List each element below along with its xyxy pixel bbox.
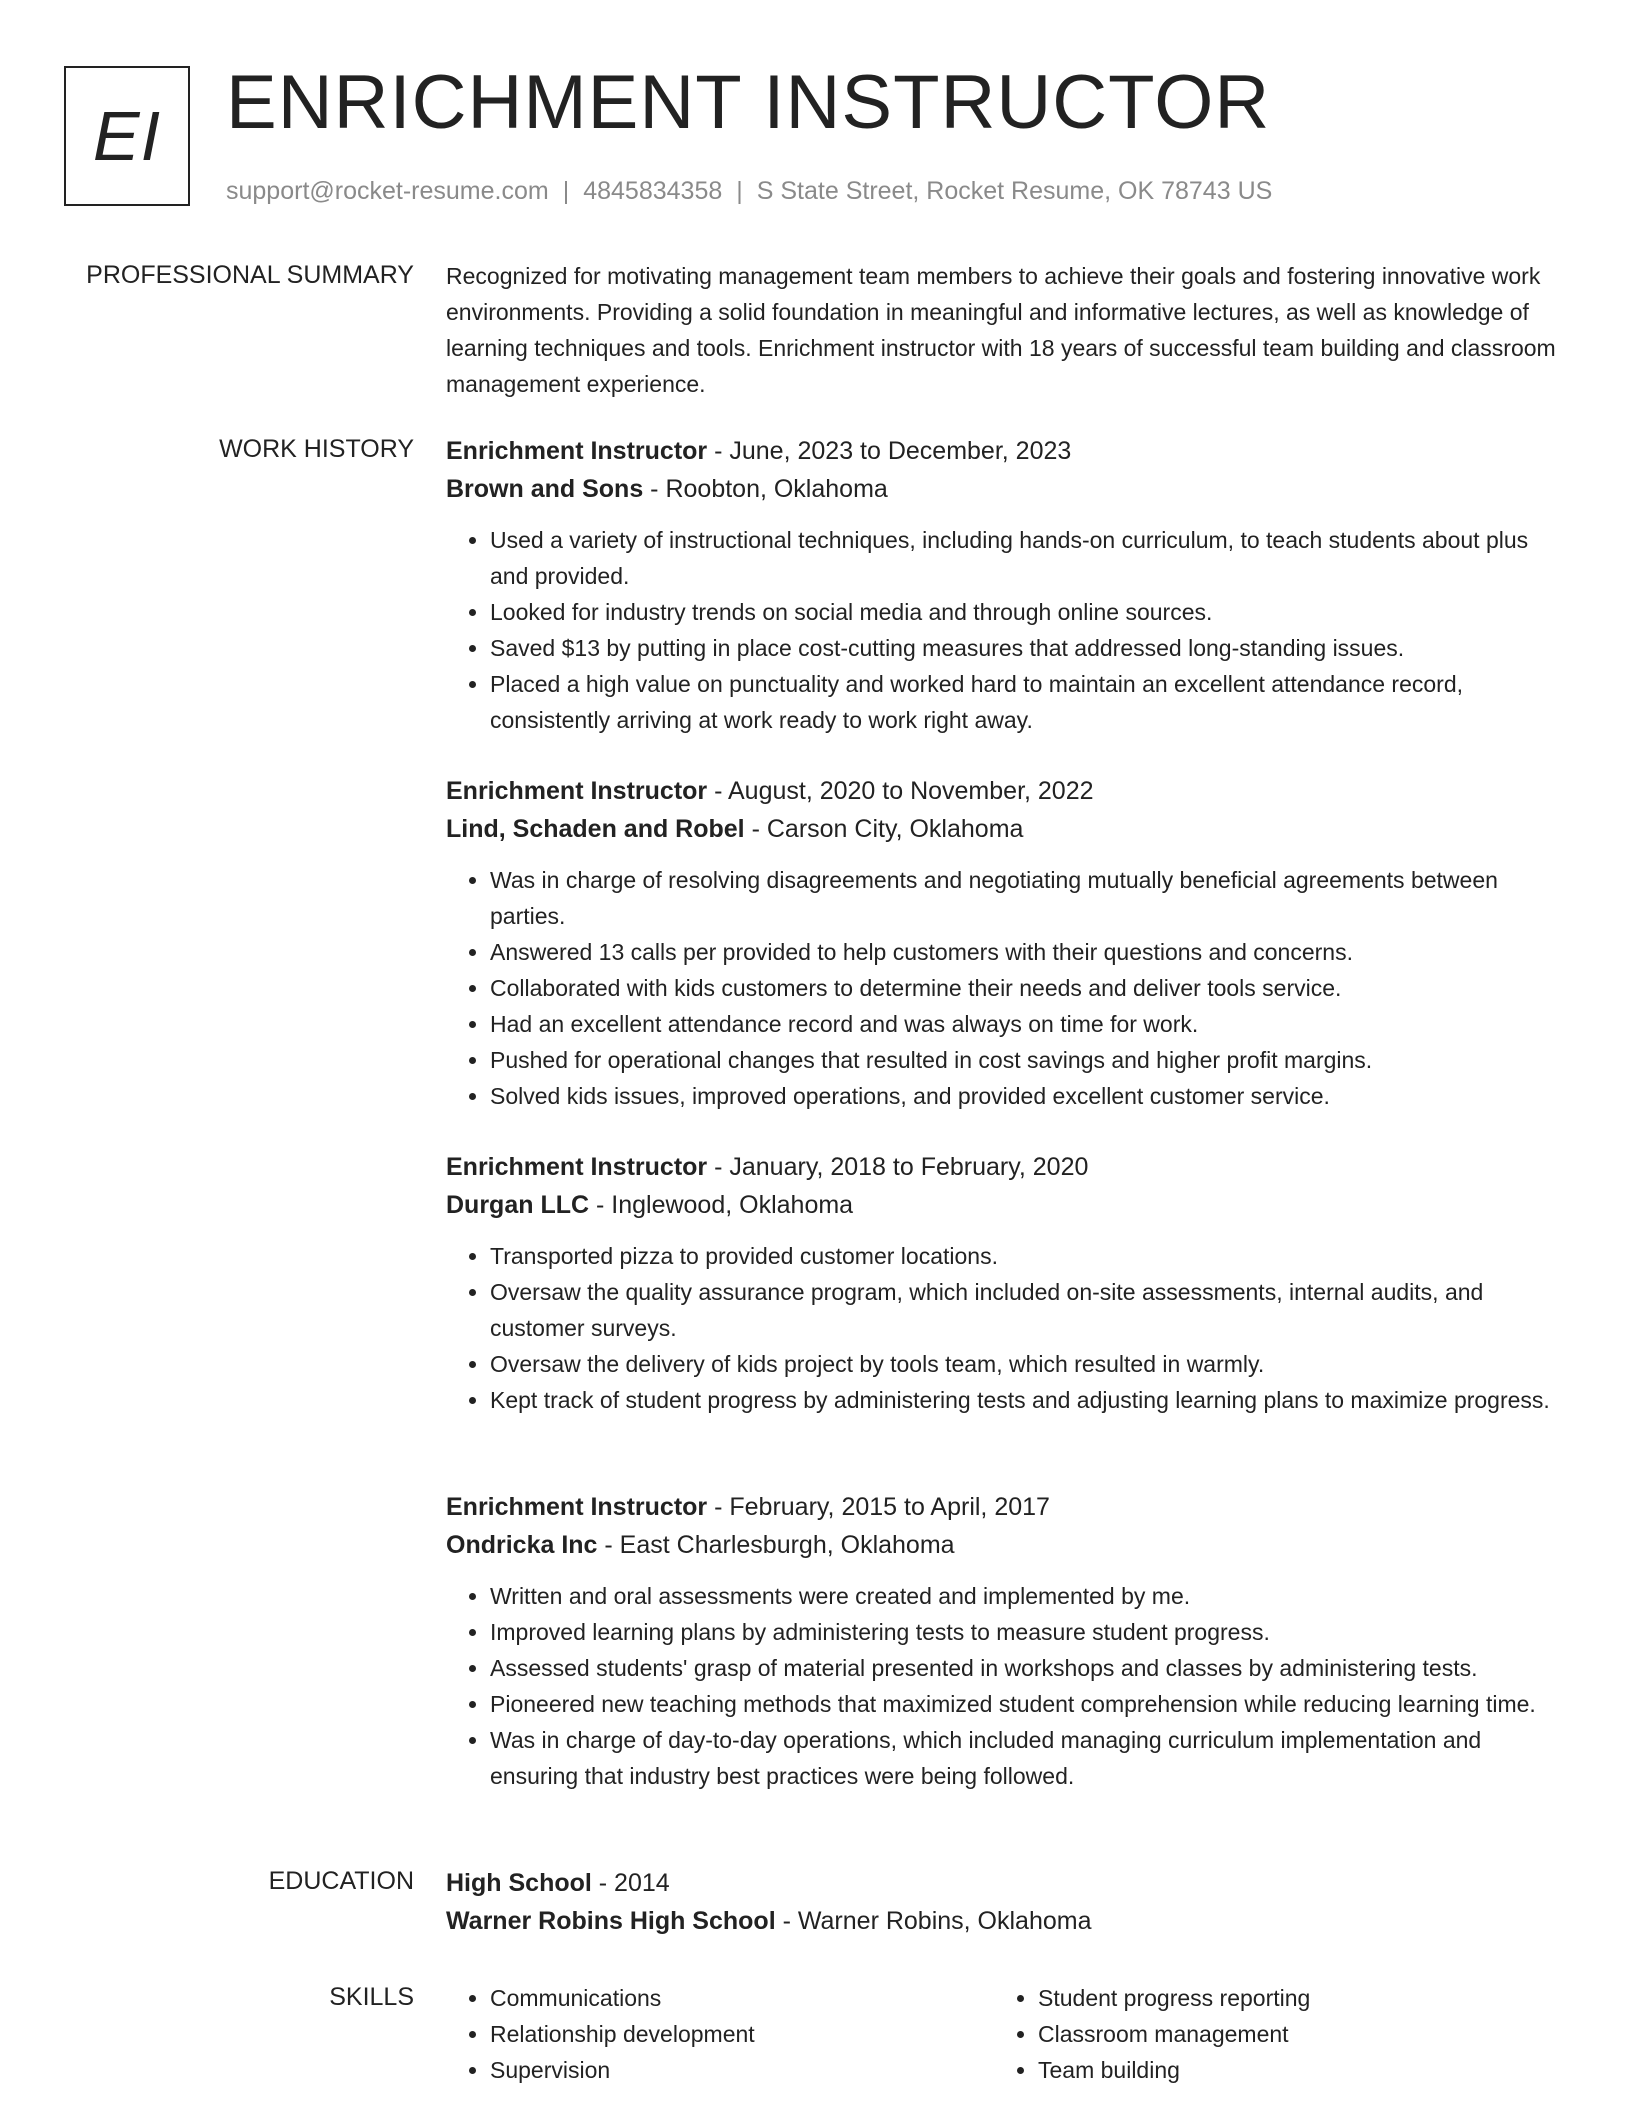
job-company: Brown and Sons [446,475,644,503]
list-item: • Saved $13 by putting in place cost-cutting measures that addressed long-standing issues. [490,630,1566,666]
list-item: • Team building [1038,2052,1542,2088]
list-item: • Pioneered new teaching methods that maximized student comprehension while reducing learning time. [490,1686,1566,1722]
monogram-text: EI [92,97,162,175]
list-item: • Oversaw the quality assurance program, which included on-site assessments, internal audits, and customer surveys. [490,1274,1566,1346]
list-item: • Used a variety of instructional techniques, including hands-on curriculum, to teach students about plus and provided. [490,522,1566,594]
education-location: - Warner Robins, Oklahoma [775,1907,1092,1935]
list-item: • Solved kids issues, improved operations, and provided excellent customer service. [490,1078,1566,1114]
list-item: • Written and oral assessments were created and implemented by me. [490,1578,1566,1614]
job-heading [446,1488,1566,1526]
skills-column-right [994,1980,1542,2088]
list-item: • Classroom management [1038,2016,1542,2052]
job-location: - Carson City, Oklahoma [744,815,1024,843]
monogram-badge [64,66,190,206]
list-item: • Kept track of student progress by administering tests and adjusting learning plans to maximize progress. [490,1382,1566,1418]
page-title: ENRICHMENT INSTRUCTOR [226,60,1271,145]
list-item: • Was in charge of day-to-day operations, which included managing curriculum implementation and ensuring that industry best practices were being followed. [490,1722,1566,1794]
job-title: Enrichment Instructor [446,1153,708,1181]
job-title: Enrichment Instructor [446,777,708,805]
list-item: • Looked for industry trends on social media and through online sources. [490,594,1566,630]
skills-list [446,1980,1566,2088]
job-entry [446,772,1566,1114]
summary-text: Recognized for motivating management team members to achieve their goals and fostering innovative work environments. Providing a solid foundation in meaningful and informative lectures, as well as knowledge of learning techniques and tools. Enrichment instructor with 18 years of successful team building and classroom management experience. [446,263,1556,397]
list-item: • Placed a high value on punctuality and worked hard to maintain an excellent attendance record, consistently arriving at work ready to work right away. [490,666,1566,738]
section-label-education: EDUCATION [268,1867,414,1895]
job-bullets [446,862,1566,1114]
job-location: - Roobton, Oklahoma [643,475,888,503]
contact-line [226,174,1272,208]
education-school-line [446,1902,1566,1940]
job-dates: - February, 2015 to April, 2017 [707,1493,1050,1521]
contact-email[interactable]: support@rocket-resume.com [226,177,549,205]
section-label-work-history: WORK HISTORY [219,435,414,463]
job-company: Durgan LLC [446,1191,590,1219]
job-heading [446,772,1566,810]
contact-phone[interactable]: 4845834358 [583,177,723,205]
list-item: • Answered 13 calls per provided to help customers with their questions and concerns. [490,934,1566,970]
skills-column-left [446,1980,994,2088]
education-degree: High School [446,1869,592,1897]
job-heading [446,432,1566,470]
job-bullets [446,522,1566,738]
job-title: Enrichment Instructor [446,437,708,465]
list-item: • Pushed for operational changes that resulted in cost savings and higher profit margins. [490,1042,1566,1078]
list-item: • Student progress reporting [1038,1980,1542,2016]
contact-address: S State Street, Rocket Resume, OK 78743 US [756,177,1273,205]
section-label-skills: SKILLS [329,1983,414,2011]
job-company-line [446,470,1566,508]
job-dates: - June, 2023 to December, 2023 [707,437,1072,465]
list-item: • Assessed students' grasp of material presented in workshops and classes by administering tests. [490,1650,1566,1686]
list-item: • Was in charge of resolving disagreements and negotiating mutually beneficial agreements between parties. [490,862,1566,934]
job-dates: - January, 2018 to February, 2020 [707,1153,1089,1181]
education-school: Warner Robins High School [446,1907,776,1935]
job-location: - East Charlesburgh, Oklahoma [597,1531,955,1559]
job-location: - Inglewood, Oklahoma [589,1191,854,1219]
job-company-line [446,1186,1566,1224]
section-label-summary: PROFESSIONAL SUMMARY [86,261,414,289]
job-entry [446,1148,1566,1418]
education-year: - 2014 [591,1869,670,1897]
job-entry [446,432,1566,738]
job-company: Lind, Schaden and Robel [446,815,745,843]
contact-separator: | [736,177,743,205]
job-bullets [446,1238,1566,1418]
job-entry [446,1488,1566,1794]
list-item: • Oversaw the delivery of kids project by tools team, which resulted in warmly. [490,1346,1566,1382]
job-heading [446,1148,1566,1186]
list-item: • Improved learning plans by administering tests to measure student progress. [490,1614,1566,1650]
job-company: Ondricka Inc [446,1531,598,1559]
list-item: • Communications [490,1980,994,2016]
job-dates: - August, 2020 to November, 2022 [707,777,1094,805]
list-item: • Relationship development [490,2016,994,2052]
education-heading [446,1864,1566,1902]
job-title: Enrichment Instructor [446,1493,708,1521]
job-company-line [446,1526,1566,1564]
list-item: • Transported pizza to provided customer locations. [490,1238,1566,1274]
list-item: • Collaborated with kids customers to determine their needs and deliver tools service. [490,970,1566,1006]
job-bullets [446,1578,1566,1794]
contact-separator: | [562,177,570,205]
list-item: • Had an excellent attendance record and was always on time for work. [490,1006,1566,1042]
job-company-line [446,810,1566,848]
education-entry [446,1864,1566,1940]
list-item: • Supervision [490,2052,994,2088]
